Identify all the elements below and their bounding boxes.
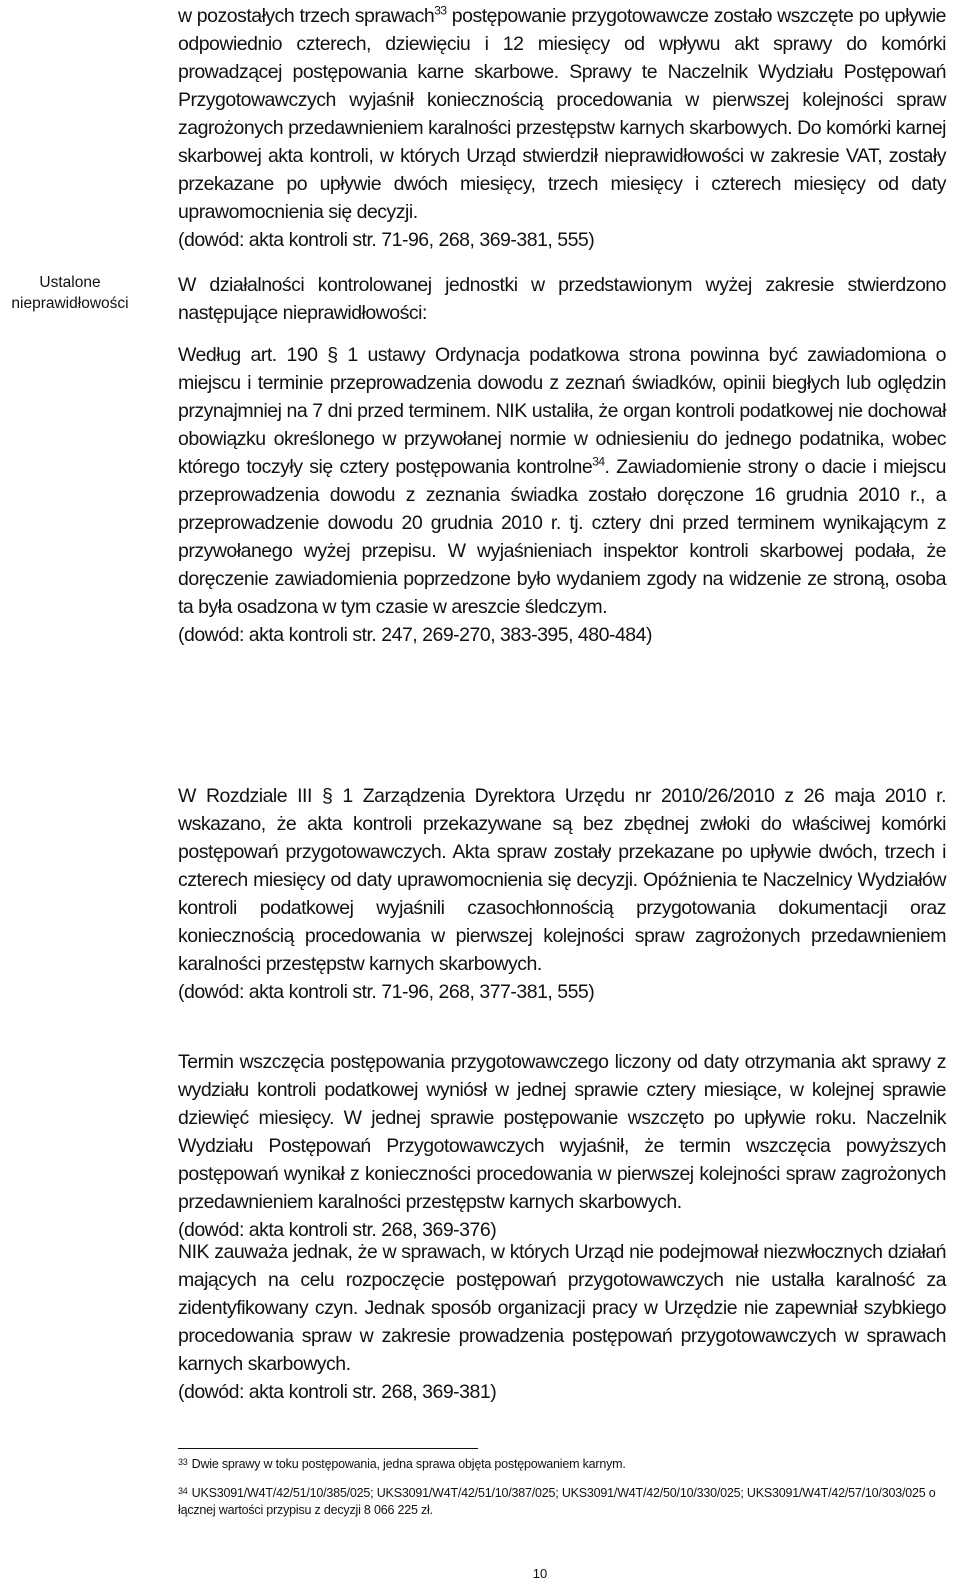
paragraph-1-text [178,2,946,226]
footnote-34-number: 34 [178,1486,188,1496]
paragraph-2 [178,271,946,327]
paragraph-3-part-a: Według art. 190 § 1 ustawy Ordynacja podatkowa strona powinna być zawiadomiona o miejscu i terminie przeprowadzenia dowodu z zeznań świadków, opinii biegłych lub oględzin przynajmniej na 7 dni przed terminem. NIK ustaliła, że organ kontroli podatkowej nie dochował obowiązku określonego w przywołanej normie w odniesieniu do jednego podatnika, wobec którego toczyły się cztery postępowania kontrolne [178,344,946,478]
evidence-3: (dowód: akta kontroli str. 247, 269-270, 383-395, 480-484) [178,624,652,646]
evidence-1: (dowód: akta kontroli str. 71-96, 268, 369-381, 555) [178,229,595,251]
sidebar-label-line1: Ustalone [39,274,101,291]
footnote-ref-33: 33 [434,3,447,18]
paragraph-5 [178,1048,946,1244]
paragraph-1-part-b: postępowanie przygotowawcze zostało wszczęte po upływie odpowiednio czterech, dziewięciu i 12 miesięcy od wpływu akt sprawy do komórki prowadzącej postępowania karne skarbowe. Sprawy te Naczelnik Wydziału Postępowań Przygotowawczych wyjaśnił koniecznością procedowania w pierwszej kolejności spraw zagrożonych przedawnieniem karalności przestępstw karnych skarbowych. Do komórki karnej skarbowej akta kontroli, w których Urząd stwierdził nieprawidłowości w zakresie VAT, zostały przekazane po upływie dwóch miesięcy, trzech miesięcy i czterech miesięcy od daty uprawomocnienia się decyzji. [178,5,946,223]
paragraph-6 [178,1238,946,1406]
sidebar-label-line2: nieprawidłowości [11,295,129,312]
evidence-5: (dowód: akta kontroli str. 268, 369-376) [178,1219,497,1241]
footnote-34-text: UKS3091/W4T/42/51/10/385/025; UKS3091/W4T/42/51/10/387/025; UKS3091/W4T/42/50/10/330/025; UKS3091/W4T/42/57/10/303/025 o łącznej wartości przypisu z decyzji 8 066 225 zł. [178,1486,936,1517]
paragraph-4 [178,782,946,1006]
paragraph-4-text: W Rozdziale III § 1 Zarządzenia Dyrektora Urzędu nr 2010/26/2010 z 26 maja 2010 r. wskazano, że akta kontroli przekazywane są bez zbędnej zwłoki do właściwej komórki postępowań przygotowawczych. Akta spraw zostały przekazane po upływie dwóch, trzech i czterech miesięcy od daty uprawomocnienia się decyzji. Opóźnienia te Naczelnicy Wydziałów kontroli podatkowej wyjaśnili czasochłonnością przygotowania dokumentacji oraz koniecznością procedowania w pierwszej kolejności spraw zagrożonych przedawnieniem karalności przestępstw karnych skarbowych. [178,785,946,975]
evidence-6: (dowód: akta kontroli str. 268, 369-381) [178,1381,497,1403]
footnote-33-text: Dwie sprawy w toku postępowania, jedna sprawa objęta postępowaniem karnym. [191,1457,626,1471]
footnote-separator [178,1448,478,1449]
footnote-33-number: 33 [178,1457,188,1467]
paragraph-3-text [178,341,946,621]
page-number: 10 [532,1566,548,1581]
sidebar-label [0,272,140,314]
footnote-34 [178,1485,946,1519]
paragraph-5-text: Termin wszczęcia postępowania przygotowawczego liczony od daty otrzymania akt sprawy z wydziału kontroli podatkowej wyniósł w jednej sprawie cztery miesiące, w kolejnej sprawie dziewięć miesięcy. W jednej sprawie postępowanie wszczęto po upływie roku. Naczelnik Wydziału Postępowań Przygotowawczych wyjaśnił, że termin wszczęcia powyższych postępowań wynikał z konieczności procedowania w pierwszej kolejności spraw zagrożonych przedawnieniem karalności przestępstw karnych skarbowych. [178,1051,946,1213]
paragraph-2-text: W działalności kontrolowanej jednostki w przedstawionym wyżej zakresie stwierdzono następujące nieprawidłowości: [178,274,946,324]
footnote-33 [178,1456,946,1473]
paragraph-3 [178,341,946,649]
paragraph-1-part-a: w pozostałych trzech sprawach [178,5,435,27]
footnote-ref-34: 34 [592,454,605,469]
paragraph-1 [178,2,946,254]
paragraph-6-text: NIK zauważa jednak, że w sprawach, w których Urząd nie podejmował niezwłocznych działań mających na celu rozpoczęcie postępowań przygotowawczych nie ustalła karalność za zidentyfikowany czyn. Jednak sposób organizacji pracy w Urzędzie nie zapewniał szybkiego procedowania spraw w zakresie prowadzenia postępowań przygotowawczych w sprawach karnych skarbowych. [178,1241,946,1375]
paragraph-3-part-b: . Zawiadomienie strony o dacie i miejscu przeprowadzenia dowodu z zeznania świadka zostało doręczone 16 grudnia 2010 r., a przeprowadzenie dowodu 20 grudnia 2010 r. tj. cztery dni przed terminem wynikającym z przywołanego wyżej przepisu. W wyjaśnieniach inspektor kontroli skarbowej podała, że doręczenie zawiadomienia poprzedzone było wydaniem zgody na widzenie ze stroną, osoba ta była osadzona w tym czasie w areszcie śledczym. [178,456,946,618]
evidence-4: (dowód: akta kontroli str. 71-96, 268, 377-381, 555) [178,981,595,1003]
